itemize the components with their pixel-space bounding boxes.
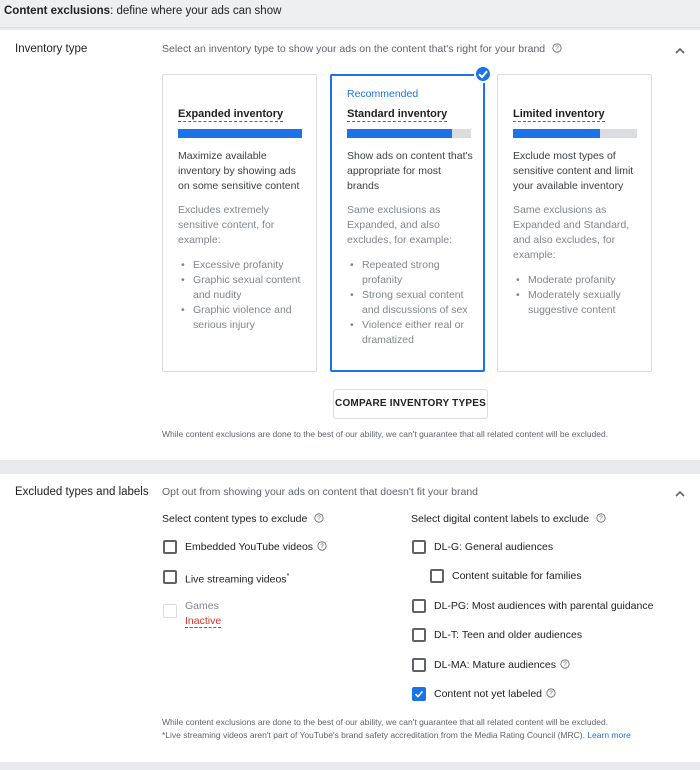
inventory-type-section	[0, 30, 700, 460]
checkbox[interactable]	[412, 658, 426, 672]
check-icon	[414, 689, 424, 699]
svg-text:?: ?	[563, 661, 567, 669]
content-labels-header: Select digital content labels to exclude ?	[411, 513, 606, 525]
help-icon[interactable]	[552, 43, 562, 53]
svg-text:?: ?	[599, 515, 603, 523]
selected-check-icon	[474, 65, 492, 83]
list-item: • Violence either real or dramatized	[347, 318, 477, 348]
expanded-inventory-card[interactable]	[162, 74, 317, 372]
list-item: • Excessive profanity	[178, 258, 308, 273]
help-icon[interactable]	[546, 688, 556, 698]
limited-inventory-summary: Exclude most types of sensitive content and limit your available inventory	[513, 150, 634, 192]
standard-inventory-title: Standard inventory	[347, 108, 448, 120]
help-icon[interactable]	[596, 513, 606, 523]
standard-inventory-card[interactable]	[330, 74, 485, 372]
excluded-disclaimer: While content exclusions are done to the best of our ability, we can't guarantee that all related content will be excluded.	[162, 717, 609, 727]
checkbox[interactable]	[163, 540, 177, 554]
header-title: Content exclusions	[4, 5, 111, 17]
checkbox[interactable]	[430, 569, 444, 583]
help-icon[interactable]	[314, 513, 324, 523]
standard-inventory-examples	[347, 258, 477, 348]
learn-more-link[interactable]: Learn more	[587, 730, 631, 740]
help-icon[interactable]	[560, 659, 570, 669]
standard-inventory-level-bar	[347, 129, 471, 138]
list-item: • Graphic sexual content and nudity	[178, 273, 308, 303]
limited-inventory-card[interactable]	[497, 74, 652, 372]
list-item: • Repeated strong profanity	[347, 258, 477, 288]
limited-inventory-title: Limited inventory	[513, 108, 605, 120]
excluded-types-description: Opt out from showing your ads on content that doesn't fit your brand	[162, 486, 479, 498]
svg-text:?: ?	[555, 45, 559, 53]
header-subtitle: : define where your ads can show	[110, 5, 282, 17]
excluded-types-section: Excluded types and labels Opt out from showing your ads on content that doesn't fit your brand Select content types to exclude ? Select digital content labels to exclude ? Embedded YouTube videos ? Live streaming videos* Games Inactive DL-G: General audiences Content suitable for families DL-PG: Most audiences with parental guidance DL-T: Teen and older audiences DL-MA: Mature audiences ? Content not yet labeled ? While content exclusions are done to the best of our ability, we can't guarantee that all related content will be excluded. *Live streaming videos aren't part of YouTube's brand safety accreditation from the Media Rating Council (MRC). Learn more	[0, 474, 700, 762]
limited-inventory-examples	[513, 273, 643, 318]
svg-text:?: ?	[317, 515, 322, 523]
help-icon[interactable]	[317, 541, 327, 551]
list-item: • Graphic violence and serious injury	[178, 303, 308, 333]
expanded-inventory-title: Expanded inventory	[178, 108, 284, 120]
collapse-chevron-up-icon[interactable]	[674, 488, 686, 500]
list-item: • Moderate profanity	[513, 273, 643, 288]
inventory-type-description: Select an inventory type to show your ads on the content that's right for your brand ?	[162, 43, 562, 55]
svg-text:?: ?	[549, 690, 553, 698]
standard-inventory-summary: Show ads on content that's appropriate for most brands	[347, 150, 473, 192]
recommended-label: Recommended	[347, 88, 419, 100]
list-item: • Moderately sexually suggestive content	[513, 288, 643, 318]
checkbox[interactable]	[412, 628, 426, 642]
compare-inventory-types-button[interactable]: COMPARE INVENTORY TYPES	[333, 389, 488, 419]
standard-inventory-detail: Same exclusions as Expanded, and also excludes, for example:	[347, 204, 453, 246]
expanded-inventory-summary: Maximize available inventory by showing ads on some sensitive content	[178, 150, 300, 192]
inventory-type-label: Inventory type	[15, 43, 88, 55]
checkbox[interactable]	[163, 570, 177, 584]
svg-text:?: ?	[320, 543, 324, 551]
collapse-chevron-up-icon[interactable]	[674, 45, 686, 57]
inactive-status[interactable]: Inactive	[185, 615, 222, 627]
content-exclusions-header	[0, 0, 700, 28]
expanded-inventory-detail: Excludes extremely sensitive content, for example:	[178, 204, 275, 246]
expanded-inventory-examples	[178, 258, 308, 333]
expanded-inventory-level-bar	[178, 129, 302, 138]
games-label: Games	[185, 600, 219, 612]
excluded-types-label: Excluded types and labels	[15, 486, 149, 498]
content-types-header: Select content types to exclude ?	[162, 513, 324, 525]
checkbox-checked[interactable]	[412, 687, 426, 701]
checkbox[interactable]	[412, 599, 426, 613]
mrc-footnote: *Live streaming videos aren't part of YouTube's brand safety accreditation from the Media Rating Council (MRC). Learn more	[162, 730, 631, 740]
list-item: • Strong sexual content and discussions of sex	[347, 288, 477, 318]
checkbox[interactable]	[163, 604, 177, 618]
checkbox[interactable]	[412, 540, 426, 554]
limited-inventory-level-bar	[513, 129, 637, 138]
inventory-disclaimer: While content exclusions are done to the best of our ability, we can't guarantee that all related content will be excluded.	[162, 429, 609, 439]
limited-inventory-detail: Same exclusions as Expanded and Standard, and also excludes, for example:	[513, 204, 630, 261]
